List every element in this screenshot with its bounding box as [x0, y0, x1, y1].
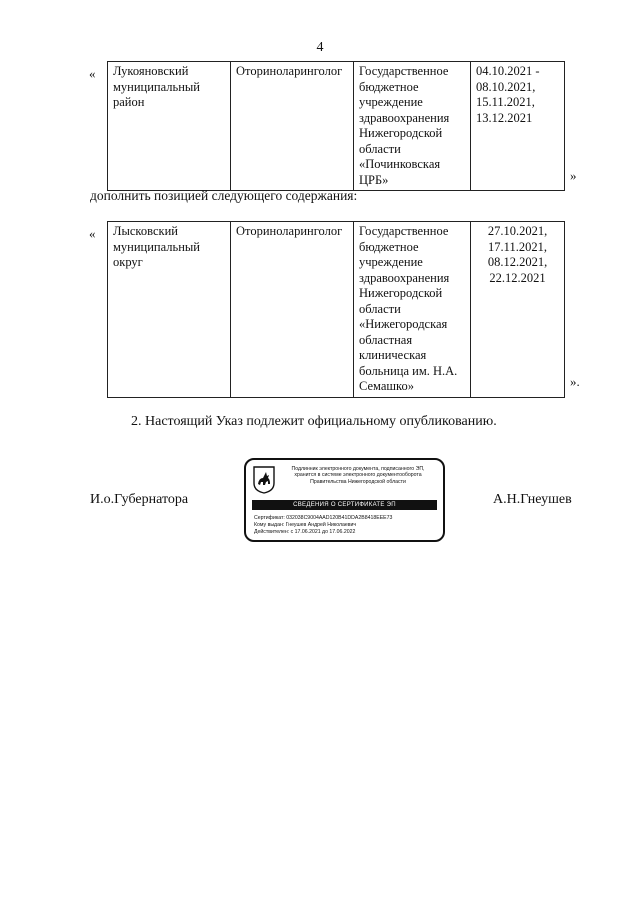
- signatory-title: И.о.Губернатора: [90, 492, 189, 507]
- schedule-table-new: [107, 221, 565, 398]
- stamp-note-line: Подлинник электронного документа, подписанного ЭП,: [291, 466, 425, 472]
- certificate-line: Кому выдан: Гнеушев Андрей Николаевич: [254, 522, 357, 528]
- table-line: области: [359, 301, 401, 316]
- table-line: Семашко»: [359, 379, 414, 393]
- certificate-line: Сертификат: 032038C9004AAD120B41DDA2B8418EEE73: [254, 515, 393, 521]
- dates-cell: [471, 222, 565, 398]
- table-line: области: [359, 141, 401, 156]
- dates-cell: [471, 62, 565, 191]
- table-line: Государственное: [359, 224, 449, 238]
- table-line: муниципальный: [113, 239, 200, 254]
- close-quote: ».: [570, 374, 580, 389]
- table-line: 15.11.2021,: [476, 95, 535, 109]
- district-cell: [108, 222, 231, 398]
- table-line: здравоохранения: [359, 270, 450, 285]
- table-line: 04.10.2021 -: [476, 64, 540, 78]
- table-line: ЦРБ»: [359, 172, 389, 187]
- table-line: Оториноларинголог: [236, 64, 343, 78]
- table-line: больница им. Н.А.: [359, 363, 458, 378]
- clause-text: 2. Настоящий Указ подлежит официальному опубликованию.: [131, 414, 497, 429]
- specialty-cell: [231, 62, 354, 191]
- institution-cell: [354, 222, 471, 398]
- e-signature-stamp: [244, 458, 445, 542]
- table-line: Оториноларинголог: [236, 224, 343, 238]
- table-line: Нижегородской: [359, 126, 443, 140]
- stamp-header-bar: СВЕДЕНИЯ О СЕРТИФИКАТЕ ЭП: [252, 500, 437, 510]
- table-row: [108, 222, 565, 398]
- open-quote: «: [89, 66, 96, 81]
- table-line: учреждение: [359, 255, 423, 269]
- open-quote: «: [89, 226, 96, 241]
- stamp-note-line: Правительства Нижегородской области: [310, 478, 406, 485]
- table-line: Нижегородской: [359, 286, 443, 300]
- district-cell: [108, 62, 231, 191]
- table-line: 27.10.2021,: [487, 224, 548, 238]
- table-line: муниципальный: [113, 79, 200, 94]
- stamp-note-line: хранится в системе электронного документооборота: [294, 472, 422, 479]
- institution-cell: [354, 62, 471, 191]
- table-line: областная: [359, 332, 413, 347]
- table-line: клиническая: [359, 348, 427, 362]
- table-line: район: [113, 95, 145, 109]
- certificate-line: Действителен: с 17.06.2021 до 17.06.2022: [254, 529, 356, 535]
- table-line: здравоохранения: [359, 110, 450, 125]
- table-line: 17.11.2021,: [488, 239, 547, 254]
- table-row: [108, 62, 565, 191]
- table-line: округ: [113, 255, 143, 269]
- table-line: бюджетное: [359, 239, 419, 254]
- schedule-table-existing: [107, 61, 565, 191]
- table-line: 08.12.2021,: [487, 255, 548, 269]
- certificate-details: [254, 515, 392, 536]
- table-line: бюджетное: [359, 79, 419, 94]
- stamp-note: [276, 466, 440, 485]
- table-line: «Нижегородская: [359, 317, 448, 331]
- page-number: 4: [316, 40, 324, 55]
- signatory-name: А.Н.Гнеушев: [493, 492, 572, 507]
- table-line: учреждение: [359, 95, 423, 109]
- table-line: 08.10.2021,: [476, 79, 536, 94]
- specialty-cell: [231, 222, 354, 398]
- table-line: Лукояновский: [113, 64, 189, 78]
- table-line: 22.12.2021: [489, 270, 546, 285]
- table-line: «Починковская: [359, 157, 441, 171]
- intro-text: дополнить позицией следующего содержания:: [90, 188, 358, 203]
- table-line: 13.12.2021: [476, 110, 533, 125]
- coat-of-arms-icon: [253, 466, 275, 494]
- table-line: Государственное: [359, 64, 449, 78]
- close-quote: »: [570, 168, 577, 183]
- table-line: Лысковский: [113, 224, 178, 238]
